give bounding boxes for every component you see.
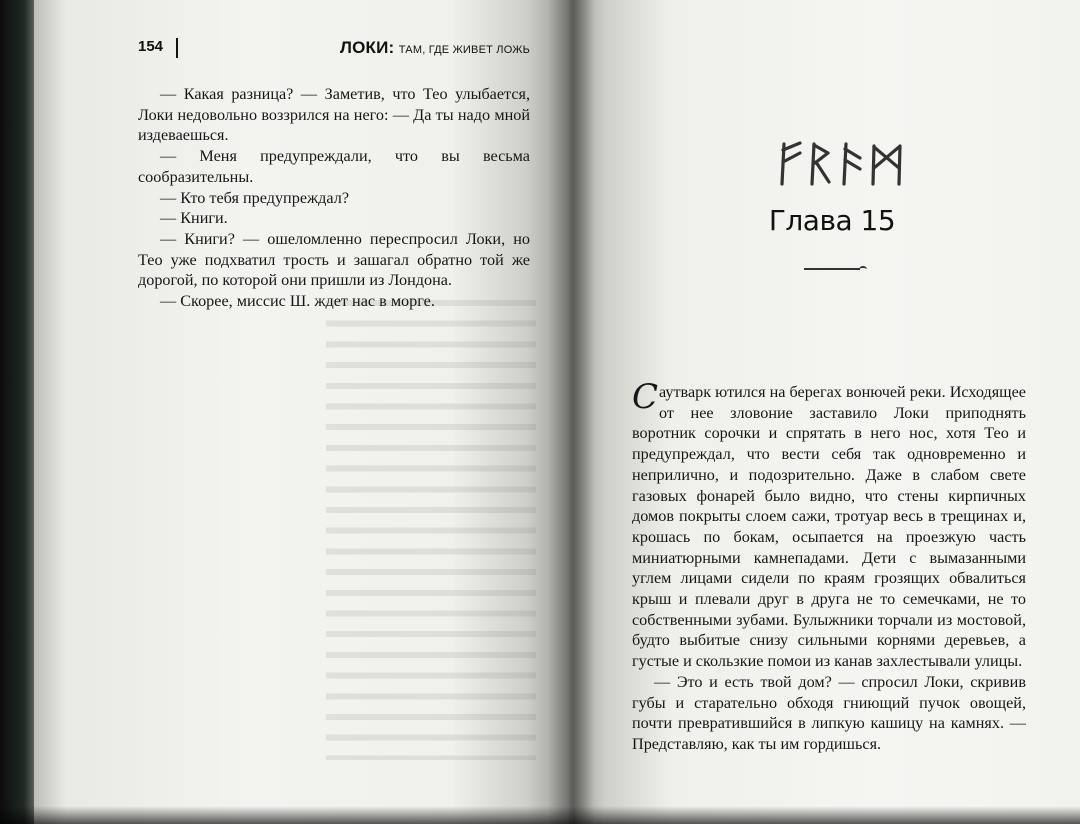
paragraph: — Меня предупреждали, что вы весьма сообразительны.	[138, 147, 530, 186]
header-divider	[176, 38, 178, 58]
paragraph-text: аутварк ютился на берегах вонючей реки. Исходящее от нее зловоние заставило Локи приподнять воротник сорочки и спрятать в него нос, хотя Тео и предупреждал, что вести себя так одновременно и неприлично, и подозрительно. Даже в слабом свете газовых фонарей было видно, что стены кирпичных домов покрыты слоем сажи, тротуар весь в трещинах и, крошась по бокам, осыпается на проезжую часть миниатюрными камнепадами. Дети с вымазанными углем лицами сидели по краям грозящих обвалиться крыш и плевали друг в друга не то семечками, не то собственными зубами. Булыжники торчали из мостовой, будто выбитые снизу сильными корнями деревьев, а густые и скользкие помои из канав захлестывали улицы.	[632, 383, 1026, 671]
paragraph: — Это и есть твой дом? — спросил Локи, скривив губы и старательно обходя гниющий пучок овощей, почти превратившийся в липкую кашицу на камнях. — Представляю, как ты им гордишься.	[632, 672, 1026, 753]
running-title-main: ЛОКИ:	[339, 38, 395, 57]
paragraph: — Какая разница? — Заметив, что Тео улыбается, Локи недовольно воззрился на него: — Да ты надо мной издеваешься.	[138, 85, 530, 145]
paragraph: — Скорее, миссис Ш. ждет нас в морге.	[160, 292, 435, 311]
paragraph	[632, 377, 1026, 672]
right-page-body	[632, 377, 1026, 755]
book-gutter-shadow	[548, 0, 594, 824]
rune-ornament-icon	[770, 138, 910, 188]
show-through-text	[326, 300, 536, 760]
bottom-shadow	[0, 806, 1080, 824]
chapter-divider	[804, 268, 860, 270]
chapter-divider-tail	[859, 266, 867, 273]
page-number: 154	[138, 38, 164, 55]
paragraph: — Кто тебя предупреждал?	[160, 188, 350, 207]
running-title-rest: ТАМ, ГДЕ ЖИВЕТ ЛОЖЬ	[398, 44, 530, 56]
chapter-title: Глава 15	[768, 204, 896, 237]
paragraph: — Книги? — ошеломленно переспросил Локи, но Тео уже подхватил трость и зашагал обратно той же дорогой, по которой они пришли из Лондона.	[138, 229, 530, 290]
left-page-body	[138, 84, 530, 312]
left-page-header	[138, 38, 530, 60]
running-title	[340, 38, 530, 58]
drop-cap: С	[632, 377, 659, 417]
paragraph: — Книги.	[160, 209, 228, 228]
